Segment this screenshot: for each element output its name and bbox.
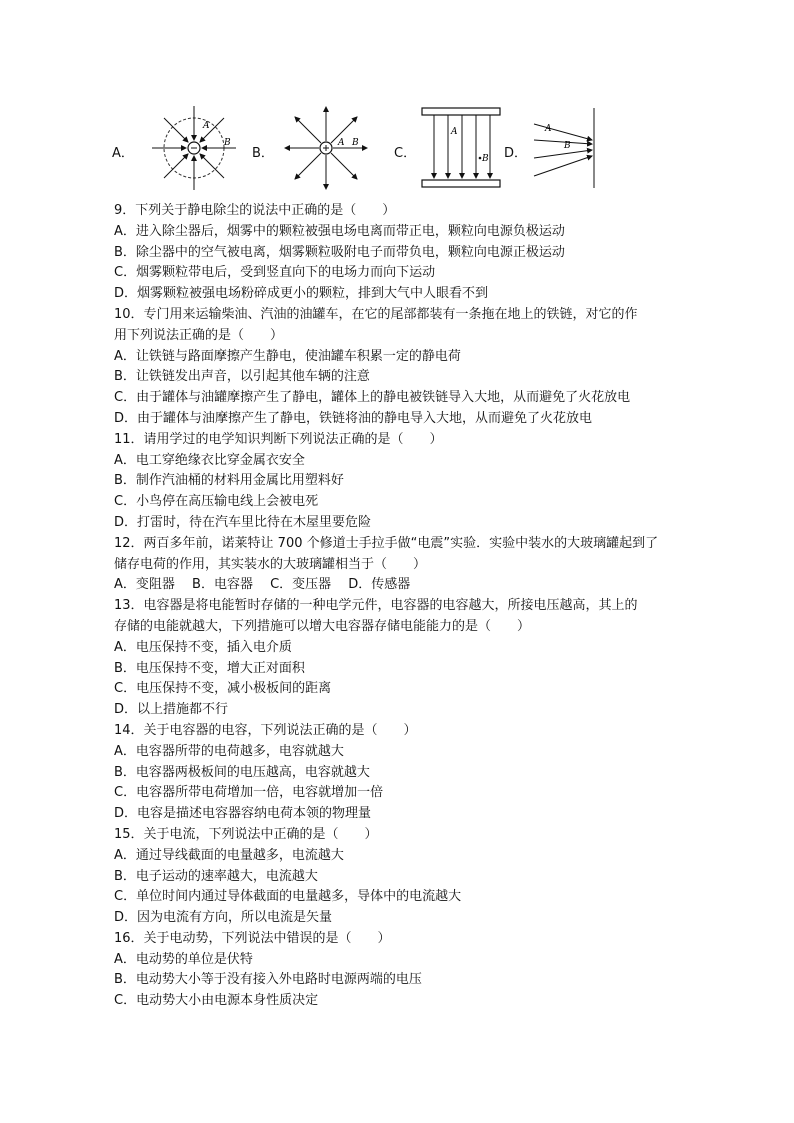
field-figure-row	[112, 104, 612, 192]
option-a: A．电压保持不变，插入电介质	[114, 639, 292, 655]
question-14	[114, 721, 689, 825]
option-c: C．单位时间内通过导体截面的电量越多，导体中的电流越大	[114, 889, 462, 905]
figure-c-parallel-plates-field	[420, 104, 502, 192]
question-stem: 11．请用学过的电学知识判断下列说法正确的是（ ）	[114, 431, 443, 447]
option-a: A．电工穿绝缘衣比穿金属衣安全	[114, 452, 305, 468]
figure-label-d: D．	[504, 146, 528, 161]
option-d: D．由于罐体与油摩擦产生了静电，铁链将油的静电导入大地，从而避免了火花放电	[114, 410, 593, 426]
option-c: C．电压保持不变，减小极板间的距离	[114, 681, 332, 697]
question-11	[114, 430, 689, 534]
option-d: D．电容是描述电容器容纳电荷本领的物理量	[114, 806, 372, 822]
question-stem: 16．关于电动势，下列说法中错误的是（ ）	[114, 930, 391, 946]
svg-text:B: B	[224, 138, 231, 148]
options-inline: A．变阻器 B．电容器 C．变压器 D．传感器	[114, 577, 411, 593]
question-stem: 13．电容器是将电能暂时存储的一种电学元件，电容器的电容越大，所接电压越高，其上的	[114, 598, 638, 614]
option-d: D．以上措施都不行	[114, 702, 229, 718]
option-a: A．电容器所带的电荷越多，电容就越大	[114, 743, 344, 759]
question-stem-cont: 存储的电能就越大，下列措施可以增大电容器存储电能能力的是（ ）	[114, 618, 531, 634]
figure-label-b: B．	[252, 146, 274, 161]
question-9	[114, 201, 689, 305]
option-b: B．除尘器中的空气被电离，烟雾颗粒吸附电子而带负电，颗粒向电源正极运动	[114, 244, 565, 260]
figure-d-converging-field	[530, 104, 600, 192]
option-c: C．电动势大小由电源本身性质决定	[114, 993, 319, 1009]
option-a: A．通过导线截面的电量越多，电流越大	[114, 847, 344, 863]
option-a: A．电动势的单位是伏特	[114, 951, 253, 967]
figure-b-positive-charge-field	[282, 104, 370, 192]
option-c: C．由于罐体与油罐摩擦产生了静电，罐体上的静电被铁链导入大地，从而避免了火花放电	[114, 390, 631, 406]
option-b: B．让铁链发出声音，以引起其他车辆的注意	[114, 369, 370, 385]
question-15	[114, 825, 689, 929]
svg-text:B: B	[482, 154, 489, 164]
question-12	[114, 534, 689, 596]
svg-text:A: A	[203, 121, 210, 131]
option-a: A．进入除尘器后，烟雾中的颗粒被强电场电离而带正电，颗粒向电源负极运动	[114, 223, 565, 239]
option-b: B．电动势大小等于没有接入外电路时电源两端的电压	[114, 972, 422, 988]
figure-label-c: C．	[394, 146, 417, 161]
question-stem: 12．两百多年前，诺莱特让 700 个修道士手拉手做“电震”实验．实验中装水的大玻璃罐起到了	[114, 535, 659, 551]
figure-a-negative-charge-field	[150, 104, 238, 192]
option-d: D．因为电流有方向，所以电流是矢量	[114, 910, 333, 926]
question-stem: 9．下列关于静电除尘的说法中正确的是（ ）	[114, 203, 396, 218]
option-b: B．制作汽油桶的材料用金属比用塑料好	[114, 473, 344, 489]
question-stem-cont: 用下列说法正确的是（ ）	[114, 327, 284, 343]
option-d: D．烟雾颗粒被强电场粉碎成更小的颗粒，排到大气中人眼看不到	[114, 286, 489, 302]
option-b: B．电压保持不变，增大正对面积	[114, 660, 305, 676]
question-list	[114, 201, 689, 1012]
svg-text:B: B	[564, 141, 571, 151]
question-stem: 14．关于电容器的电容，下列说法正确的是（ ）	[114, 722, 417, 738]
option-c: C．小鸟停在高压输电线上会被电死	[114, 494, 319, 510]
option-c: C．烟雾颗粒带电后，受到竖直向下的电场力而向下运动	[114, 265, 436, 281]
figure-label-a: A．	[112, 146, 134, 161]
option-a: A．让铁链与路面摩擦产生静电，使油罐车积累一定的静电荷	[114, 348, 461, 364]
svg-text:B: B	[352, 138, 359, 148]
svg-text:A: A	[545, 124, 552, 134]
question-stem: 10．专门用来运输柴油、汽油的油罐车，在它的尾部都装有一条拖在地上的铁链，对它的作	[114, 306, 638, 322]
option-b: B．电子运动的速率越大，电流越大	[114, 868, 318, 884]
question-stem: 15．关于电流，下列说法中正确的是（ ）	[114, 826, 378, 842]
svg-text:A: A	[338, 138, 345, 148]
option-d: D．打雷时，待在汽车里比待在木屋里要危险	[114, 514, 372, 530]
question-10	[114, 305, 689, 430]
question-stem-cont: 储存电荷的作用，其实装水的大玻璃罐相当于（ ）	[114, 556, 427, 572]
option-c: C．电容器所带电荷增加一倍，电容就增加一倍	[114, 785, 384, 801]
option-b: B．电容器两极板间的电压越高，电容就越大	[114, 764, 370, 780]
question-16	[114, 929, 689, 1012]
question-13	[114, 596, 689, 721]
svg-text:A: A	[451, 127, 458, 137]
